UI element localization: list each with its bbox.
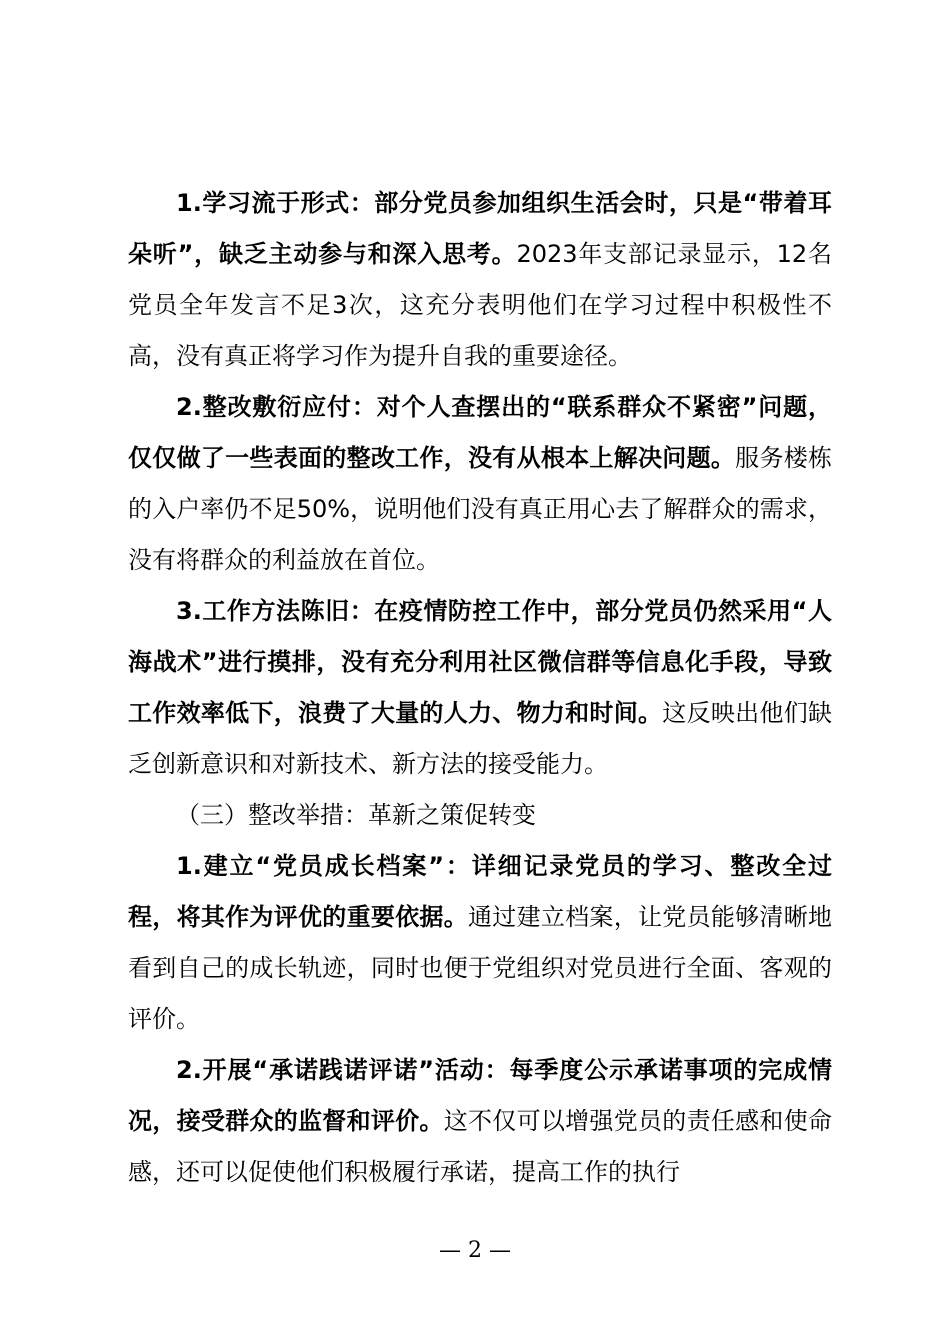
paragraph-heading: 2.整改敷衍应付：对个人查摆出的“联系群众不紧密”问题，仅仅做了一些表面的整改工作，没有从根本上解决问题。: [128, 393, 832, 472]
paragraph-heading: 2.开展“承诺践诺评诺”活动：每季度公示承诺事项的完成情况，接受群众的监督和评价。: [128, 1056, 832, 1135]
paragraph-text: 服务楼栋的入户率仍不足50%，说明他们没有真正用心去了解群众的需求，没有将群众的利益放在首位。: [128, 444, 833, 574]
document-body: [128, 178, 832, 1198]
paragraph-text: 通过建立档案，让党员能够清晰地看到自己的成长轨迹，同时也便于党组织对党员进行全面、客观的评价。: [128, 903, 832, 1033]
paragraph-heading: 1.建立“党员成长档案”：详细记录党员的学习、整改全过程，将其作为评优的重要依据。: [128, 852, 832, 931]
section-heading-text: （三）整改举措：革新之策促转变: [176, 801, 536, 829]
paragraph-heading: 3.工作方法陈旧：在疫情防控工作中，部分党员仍然采用“人海战术”进行摸排，没有充分利用社区微信群等信息化手段，导致工作效率低下，浪费了大量的人力、物力和时间。: [128, 597, 832, 727]
paragraph-heading: 1.学习流于形式：部分党员参加组织生活会时，只是“带着耳朵听”，缺乏主动参与和深入思考。: [128, 189, 832, 268]
paragraph-text: 2023年支部记录显示，12名党员全年发言不足3次，这充分表明他们在学习过程中积极性不高，没有真正将学习作为提升自我的重要途径。: [128, 240, 832, 370]
paragraph-text: 这不仅可以增强党员的责任感和使命感，还可以促使他们积极履行承诺，提高工作的执行: [128, 1107, 833, 1186]
paragraph-rectification-perfunctory: [128, 382, 832, 586]
paragraph-growth-archive: [128, 841, 832, 1045]
paragraph-learning-formality: [128, 178, 832, 382]
paragraph-outdated-methods: [128, 586, 832, 790]
page-number: — 2 —: [439, 1238, 511, 1263]
section-heading-measures: [128, 790, 832, 841]
paragraph-text: 这反映出他们缺乏创新意识和对新技术、新方法的接受能力。: [128, 699, 833, 778]
paragraph-commitment-activity: [128, 1045, 832, 1198]
